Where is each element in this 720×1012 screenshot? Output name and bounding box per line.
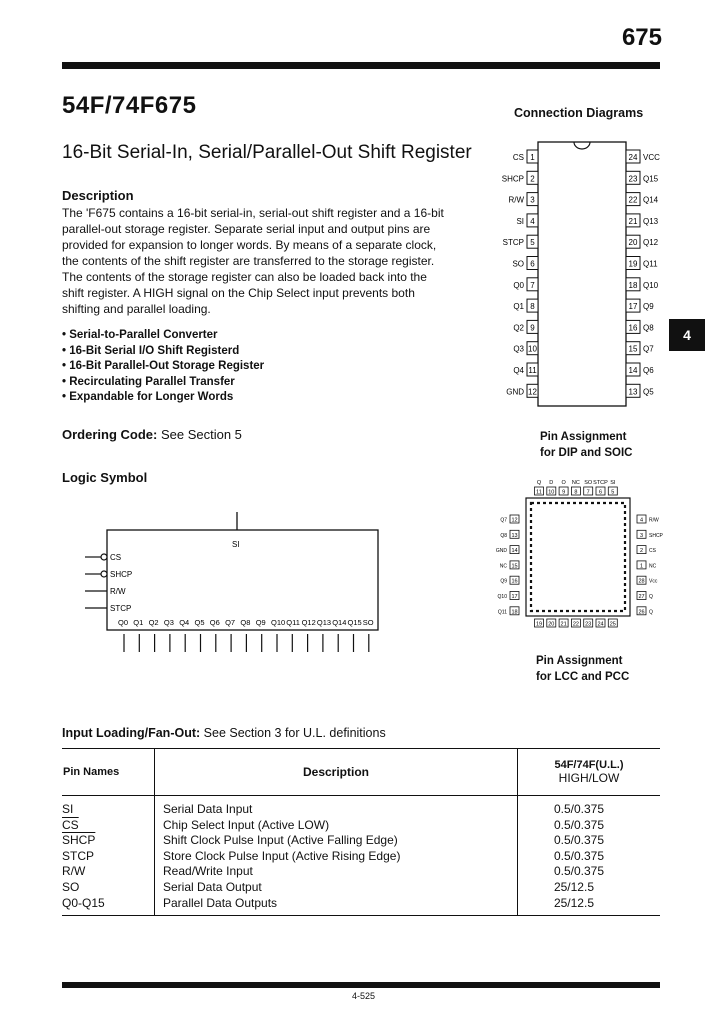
lcc-top-label: D	[549, 480, 554, 486]
dip-pin-number: 2	[530, 174, 535, 184]
lcc-pin-number: 5	[611, 489, 615, 496]
lcc-pin-name: GND	[495, 548, 507, 555]
output-label: Q0	[118, 618, 129, 627]
dip-pin-name: Q5	[643, 387, 654, 397]
dip-pin-number: 20	[628, 238, 638, 248]
pin-ul: 0.5/0.375	[553, 802, 604, 816]
dip-pin-name: Q15	[643, 174, 659, 184]
pin-table	[62, 748, 660, 916]
feature-item: • 16-Bit Parallel-Out Storage Register	[62, 359, 264, 375]
col-ul-line1: 54F/74F(U.L.)	[554, 759, 624, 771]
lcc-pin-number: 13	[511, 532, 518, 539]
lcc-pin-name: Q10	[497, 594, 507, 600]
col-pin-names: Pin Names	[63, 766, 120, 778]
logic-symbol-title: Logic Symbol	[62, 470, 148, 485]
dip-pin-name: VCC	[643, 153, 660, 162]
lcc-pin-name: Q	[649, 594, 653, 600]
lcc-pin-number: 23	[585, 621, 592, 628]
pin-name: R/W	[62, 864, 86, 879]
dip-pin-name: Q14	[643, 195, 659, 205]
lcc-diagram	[484, 472, 674, 648]
description-line: shifting and parallel loading.	[62, 302, 211, 316]
lcc-pin-number: 11	[536, 489, 542, 496]
lcc-pin-number: 8	[574, 489, 578, 496]
dip-pin-name: Q13	[643, 216, 659, 226]
dip-pin-name: Q4	[513, 366, 524, 375]
output-label: Q2	[148, 618, 159, 627]
description-line: the contents of the shift register are transferred to the storage register.	[62, 254, 435, 268]
lcc-pin-number: 16	[511, 578, 518, 585]
input-loading-title	[62, 726, 386, 740]
lcc-pin-name: R/W	[649, 517, 659, 524]
lcc-pin-name: Q	[649, 609, 653, 616]
lcc-pin-number: 1	[639, 563, 644, 570]
pin-ul: 25/12.5	[553, 895, 594, 910]
dip-pin-name: Q6	[643, 366, 654, 375]
pin-name	[62, 818, 155, 834]
dip-pin-name: GND	[506, 387, 524, 397]
input-loading-title-bold: Input Loading/Fan-Out:	[62, 726, 201, 740]
pin-ul: 0.5/0.375	[553, 864, 604, 879]
connection-diagrams-title: Connection Diagrams	[514, 106, 644, 120]
ordering-label: Ordering Code:	[62, 427, 158, 442]
dip-pin-name: Q8	[643, 323, 654, 333]
lcc-pin-number: 24	[597, 621, 604, 628]
page-number: 675	[621, 24, 662, 51]
dip-pin-name: Q7	[643, 344, 654, 354]
feature-item: • Serial-to-Parallel Converter	[62, 328, 264, 344]
top-rule	[62, 62, 660, 69]
feature-item: • 16-Bit Serial I/O Shift Registerd	[62, 344, 264, 360]
pin-desc: Store Clock Pulse Input (Active Rising Edge)	[155, 849, 518, 865]
dip-pin-number: 15	[628, 344, 638, 354]
logic-symbol-outputs	[118, 618, 374, 652]
dip-pin-number: 8	[530, 302, 535, 312]
lcc-caption-line: Pin Assignment	[536, 655, 623, 667]
dip-pin-name: Q2	[513, 323, 524, 333]
pin-desc: Serial Data Input	[155, 796, 518, 818]
dip-pin-name: Q11	[643, 259, 658, 269]
output-label: Q15	[347, 618, 362, 627]
lcc-pin-number: 12	[511, 517, 518, 524]
col-ul	[518, 749, 661, 796]
table-row	[62, 864, 660, 880]
input-loading-title-rest: See Section 3 for U.L. definitions	[203, 726, 386, 740]
col-ul-line2: HIGH/LOW	[558, 771, 620, 785]
output-label: Q7	[225, 618, 236, 627]
output-label: SO	[362, 618, 374, 627]
dip-pin-name: CS	[512, 153, 524, 162]
lcc-pin-number: 26	[638, 609, 645, 616]
dip-pin-number: 19	[628, 259, 638, 269]
pin-desc: Serial Data Output	[155, 880, 518, 896]
dip-pin-name: STCP	[502, 238, 524, 248]
lcc-pin-number: 4	[639, 517, 644, 524]
description-line: shift register. A HIGH signal on the Chip Select input prevents both	[62, 286, 415, 300]
feature-item: • Recirculating Parallel Transfer	[62, 375, 264, 391]
table-row	[62, 896, 660, 916]
dip-pin-name: Q12	[643, 238, 659, 248]
description-line: parallel-out storage register. Separate serial input and output pins are	[62, 222, 431, 236]
si-label: SI	[232, 540, 240, 549]
lcc-pin-number: 27	[638, 594, 645, 600]
lcc-top-label: O	[561, 480, 566, 486]
table-row	[62, 796, 660, 818]
lcc-pin-name: Q8	[500, 532, 507, 539]
lcc-body	[526, 498, 630, 616]
lcc-pin-name: NC	[649, 563, 657, 570]
lcc-top-label: STCP	[593, 480, 608, 486]
lcc-pin-name: Q9	[500, 578, 507, 585]
lcc-pin-number: 10	[548, 489, 555, 496]
dip-pin-number: 18	[628, 280, 638, 290]
ordering-code	[62, 427, 242, 442]
table-row	[62, 818, 660, 834]
dip-pin-name: Q3	[513, 344, 524, 354]
pin-desc: Parallel Data Outputs	[155, 896, 518, 916]
lcc-pin-number: 2	[639, 548, 644, 555]
feature-list	[62, 328, 264, 406]
dip-pin-number: 16	[628, 323, 638, 333]
shcp-label: SHCP	[110, 570, 133, 579]
lcc-pin-number: 7	[586, 489, 590, 496]
output-label: Q3	[163, 618, 174, 627]
lcc-top-label: NC	[571, 480, 580, 486]
table-row	[62, 849, 660, 865]
output-label: Q14	[332, 618, 347, 627]
dip-diagram	[490, 138, 680, 410]
dip-pin-name: Q0	[513, 280, 524, 290]
output-label: Q1	[133, 618, 144, 627]
output-label: Q12	[301, 618, 316, 627]
description-heading: Description	[62, 188, 134, 203]
lcc-top-label: SO	[584, 480, 593, 486]
lcc-caption-line: for LCC and PCC	[536, 671, 630, 683]
dip-pin-number: 9	[530, 323, 535, 333]
dip-pin-number: 4	[530, 216, 535, 226]
dip-pin-name: SO	[512, 259, 524, 269]
dip-pin-number: 10	[528, 344, 537, 354]
description-line: The contents of the storage register can also be loaded back into the	[62, 270, 427, 284]
lcc-pin-name: Vcc	[649, 578, 658, 585]
dip-pin-number: 24	[628, 153, 638, 162]
lcc-pads	[531, 503, 625, 611]
pin-name: SO	[62, 879, 80, 894]
dip-pin-number: 17	[628, 302, 638, 312]
output-label: Q11	[286, 618, 300, 627]
lcc-pin-number: 28	[638, 578, 645, 585]
dip-pin-number: 5	[530, 238, 535, 248]
lcc-pin-number: 19	[535, 621, 543, 628]
lcc-pin-name: Q7	[500, 517, 507, 524]
pin-name-text: SHCP	[62, 833, 96, 848]
pin-ul: 0.5/0.375	[553, 833, 604, 848]
dip-body	[538, 142, 626, 406]
output-label: Q6	[209, 618, 220, 627]
dip-pin-number: 13	[628, 387, 638, 397]
output-label: Q9	[255, 618, 266, 627]
lcc-pin-number: 15	[511, 563, 518, 570]
dip-caption-line: for DIP and SOIC	[540, 447, 633, 459]
part-number: 54F/74F675	[62, 92, 197, 119]
lcc-pin-number: 21	[560, 621, 567, 628]
dip-pin-number: 21	[628, 216, 638, 226]
lcc-top-label: SI	[610, 480, 616, 486]
lcc-pin-number: 20	[548, 621, 555, 628]
dip-caption-line: Pin Assignment	[540, 431, 627, 443]
lcc-pin-name: NC	[499, 563, 507, 570]
dip-pin-number: 6	[530, 259, 535, 269]
output-label: Q10	[271, 618, 286, 627]
output-label: Q13	[316, 618, 332, 627]
subtitle: 16-Bit Serial-In, Serial/Parallel-Out Shift Register	[62, 142, 472, 163]
logic-symbol-box	[107, 530, 378, 630]
dip-pin-name: Q9	[643, 302, 654, 312]
pin-name: SI	[62, 802, 74, 816]
pin-desc: Read/Write Input	[155, 864, 518, 880]
lcc-caption	[536, 653, 629, 685]
dip-pin-number: 1	[530, 153, 535, 162]
pin-ul: 0.5/0.375	[553, 848, 604, 863]
dip-pin-number: 11	[528, 366, 537, 375]
lcc-pin-number: 25	[609, 621, 616, 628]
pin-ul: 25/12.5	[553, 879, 594, 894]
pin-name	[62, 833, 155, 849]
dip-pin-name: SI	[516, 216, 524, 226]
lcc-pin-number: 14	[511, 548, 518, 555]
col-description: Description	[155, 749, 518, 796]
dip-pin-number: 7	[530, 280, 535, 290]
description-line: The 'F675 contains a 16-bit serial-in, serial-out shift register and a 16-bit	[62, 206, 444, 220]
lcc-pin-number: 3	[639, 532, 644, 539]
lcc-pin-name: CS	[649, 548, 656, 555]
section-tab: 4	[669, 319, 705, 351]
pin-desc: Shift Clock Pulse Input (Active Falling Edge)	[155, 833, 518, 849]
pin-table-body	[62, 796, 660, 916]
cs-label: CS	[110, 553, 122, 562]
pin-desc: Chip Select Input (Active LOW)	[155, 818, 518, 834]
ordering-value: See Section 5	[160, 427, 242, 442]
dip-pin-number: 23	[628, 174, 638, 184]
description-text	[62, 205, 462, 317]
lcc-pin-name: Q11	[497, 609, 507, 616]
dip-pins	[502, 150, 660, 397]
dip-pin-name: SHCP	[501, 174, 524, 184]
lcc-pin-number: 9	[562, 489, 566, 496]
table-row	[62, 880, 660, 896]
output-label: Q5	[194, 618, 205, 627]
pin-name: STCP	[62, 848, 95, 863]
rw-label: R/W	[110, 587, 126, 596]
output-label: Q8	[240, 618, 251, 627]
dip-notch	[574, 142, 590, 149]
dip-caption	[540, 429, 632, 461]
dip-pin-name: R/W	[508, 195, 524, 205]
lcc-top-label: Q	[536, 480, 542, 486]
pin-name-text: $\overline{CS}$	[62, 817, 79, 832]
dip-pin-number: 12	[528, 387, 537, 397]
lcc-pin-number: 18	[511, 609, 518, 616]
description-line: provided for expansion to longer words. By means of a separate clock,	[62, 238, 437, 252]
logic-symbol-diagram	[80, 508, 400, 656]
stcp-label: STCP	[110, 604, 132, 613]
lcc-pin-number: 22	[572, 621, 579, 628]
dip-pin-number: 14	[628, 366, 638, 375]
pin-name: Q0-Q15	[62, 895, 105, 910]
pin-ul: 0.5/0.375	[553, 817, 604, 832]
dip-pin-number: 22	[628, 195, 638, 205]
lcc-pin-number: 17	[511, 594, 518, 600]
output-label: Q4	[179, 618, 190, 627]
dip-pin-name: Q1	[513, 302, 524, 312]
feature-item: • Expandable for Longer Words	[62, 390, 264, 406]
dip-pin-name: Q10	[643, 280, 659, 290]
table-row	[62, 833, 660, 849]
lcc-pin-number: 6	[598, 489, 603, 496]
bottom-rule	[62, 982, 660, 988]
footer-page-number: 4-525	[352, 991, 376, 1001]
lcc-pin-name: SHCP	[649, 532, 663, 539]
dip-pin-number: 3	[530, 195, 535, 205]
